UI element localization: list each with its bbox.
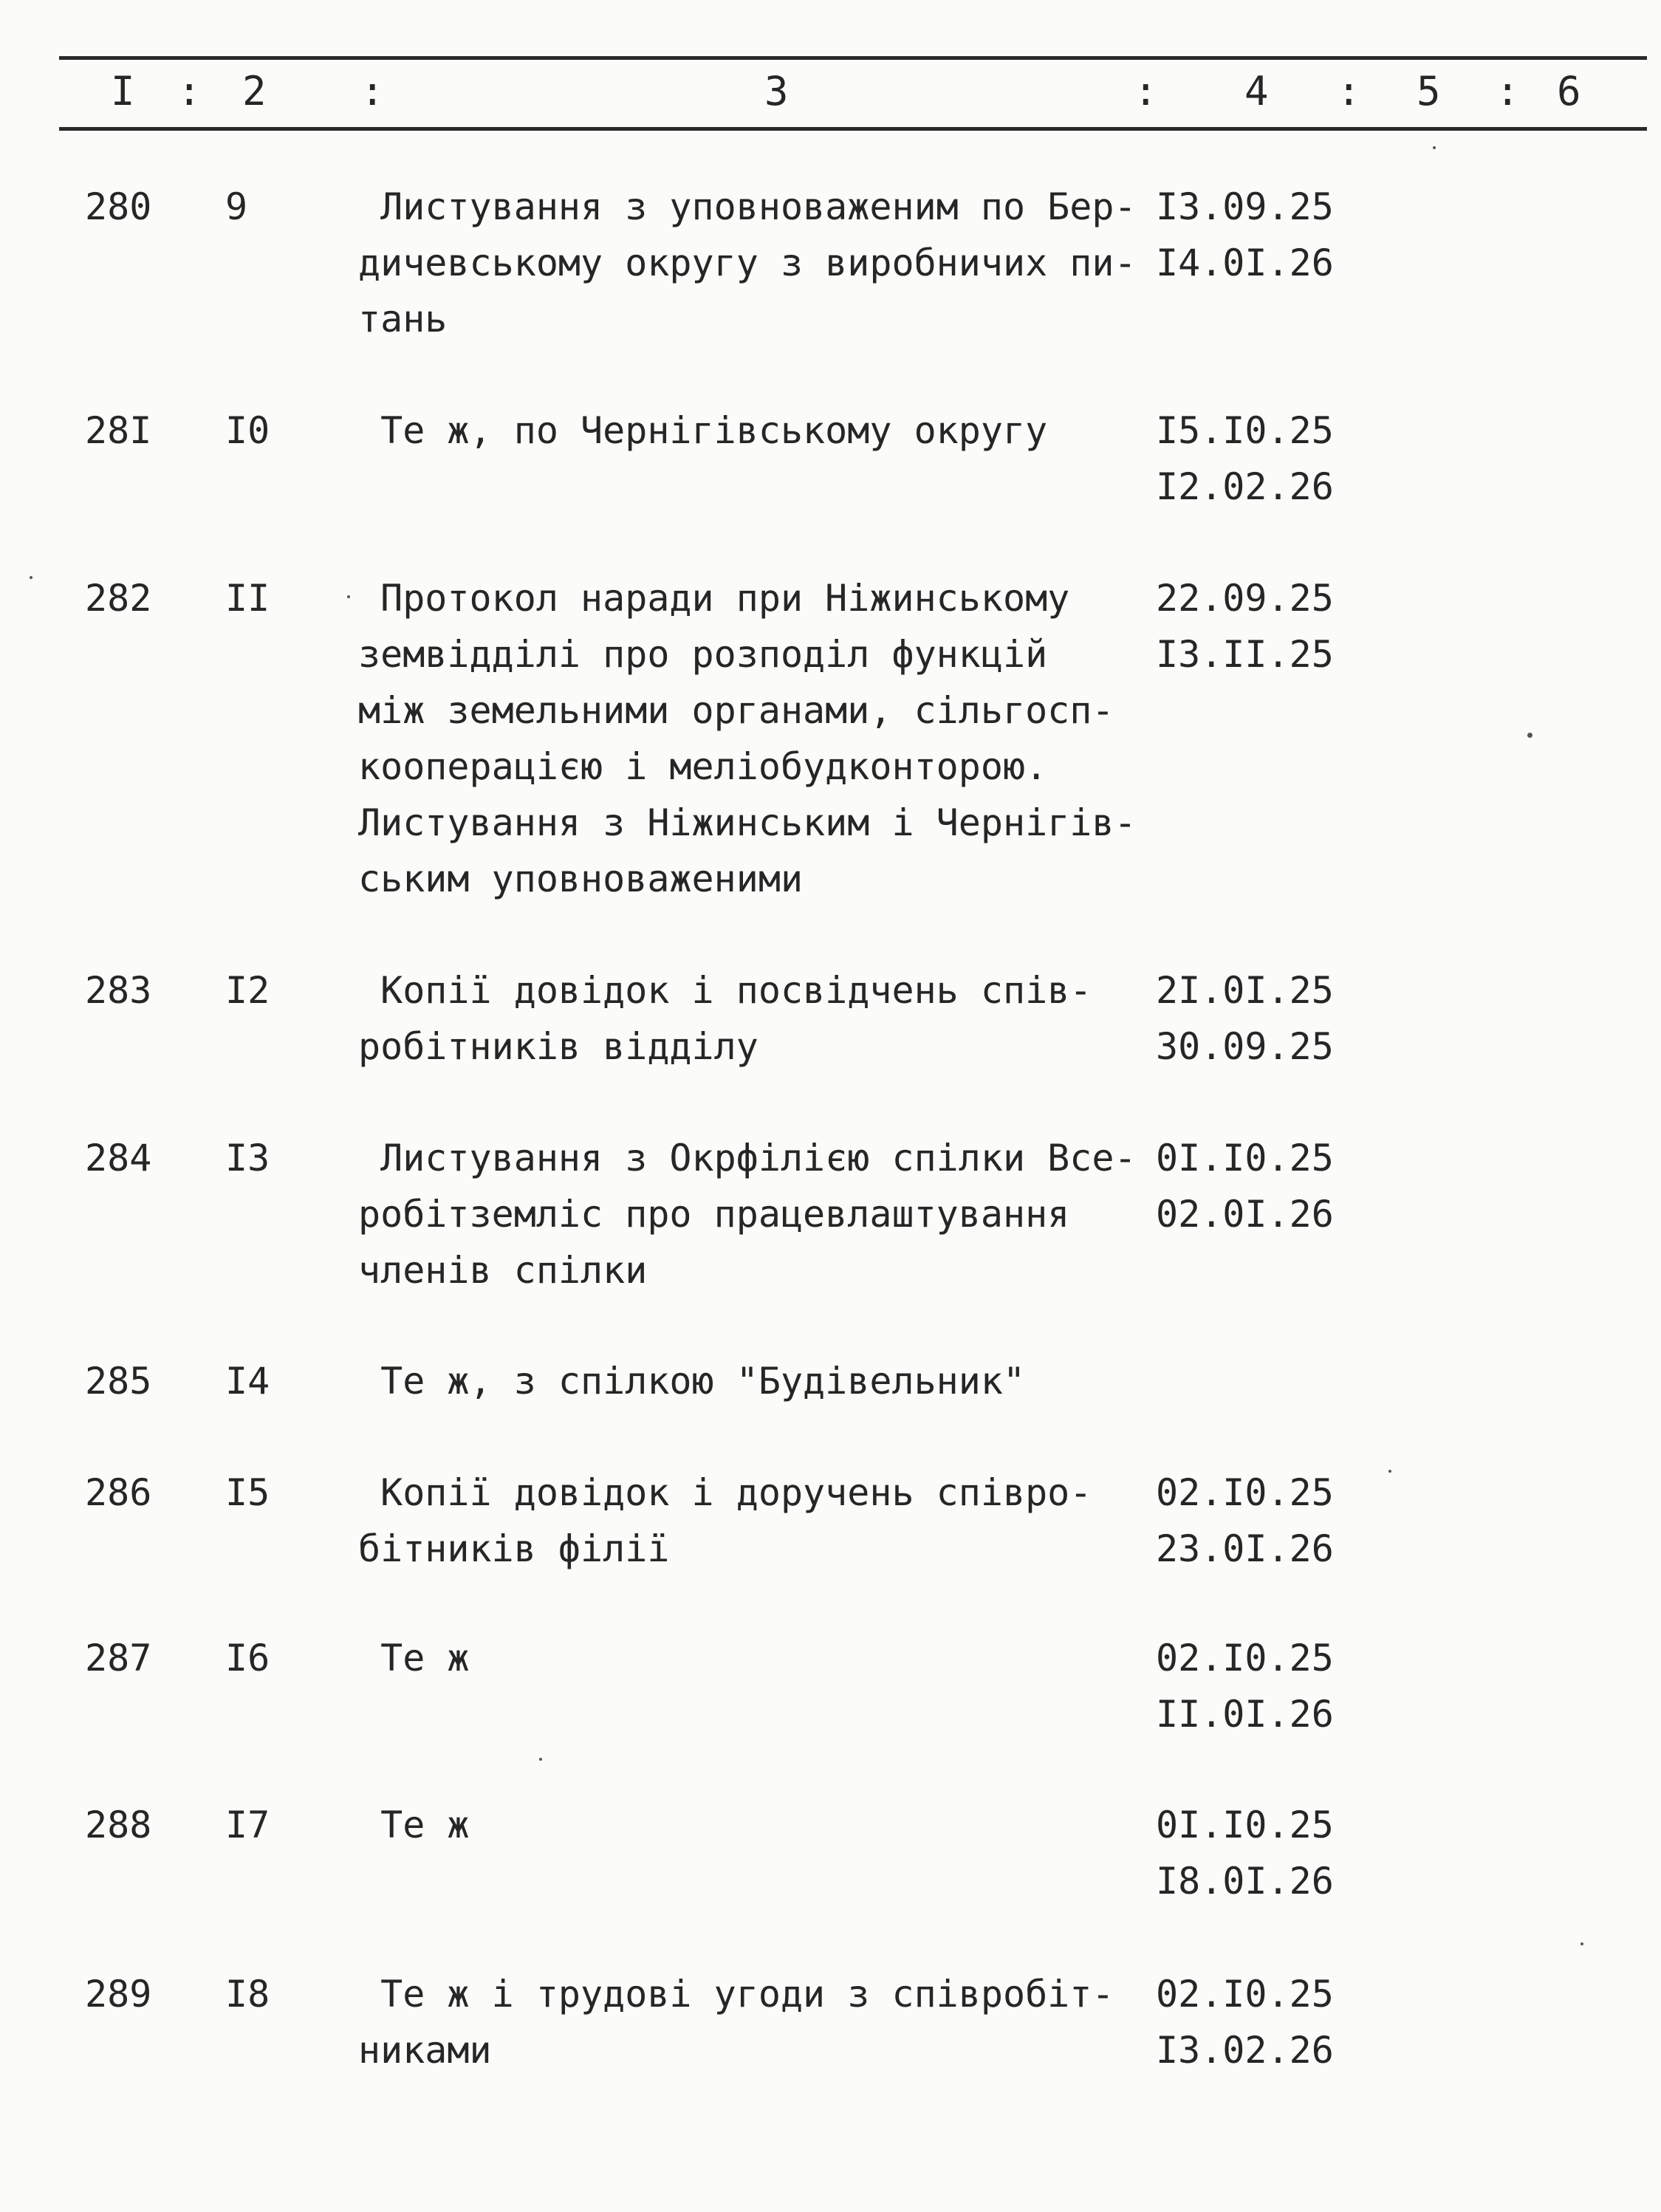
description (358, 1966, 1156, 2078)
description-line: тань (358, 298, 448, 340)
description-line: членів спілки (358, 1249, 648, 1292)
row-number: 283 (85, 969, 152, 1012)
description-line: кооперацією і меліобудконторою. (358, 745, 1048, 788)
item-number: I5 (225, 1471, 270, 1514)
dates (1156, 1465, 1334, 1577)
row-number: 285 (85, 1360, 152, 1403)
dates (1156, 570, 1334, 682)
item-number: I2 (225, 969, 270, 1012)
item-number: I4 (225, 1360, 270, 1403)
end-date: I3.II.25 (1156, 633, 1334, 676)
row-number: 280 (85, 185, 152, 228)
header-separator: : (1496, 68, 1520, 114)
header-col-2: 2 (242, 68, 267, 114)
header-col-6: 6 (1557, 68, 1581, 114)
dates (1156, 179, 1334, 291)
item-number: I3 (225, 1137, 270, 1179)
start-date: 0I.I0.25 (1156, 1804, 1334, 1846)
header-top-rule (59, 56, 1647, 60)
row-number: 282 (85, 577, 152, 620)
description (358, 1630, 1156, 1686)
start-date: 22.09.25 (1156, 577, 1334, 620)
start-date: 02.I0.25 (1156, 1471, 1334, 1514)
header-separator: : (1134, 68, 1158, 114)
description-line: Копії довідок і доручень співро- (358, 1471, 1092, 1514)
description-line: Те ж і трудові угоди з співробіт- (358, 1973, 1114, 2016)
dates (1156, 962, 1334, 1075)
description-line: робітземліс про працевлаштування (358, 1193, 1070, 1236)
description-line: Те ж, з спілкою "Будівельник" (358, 1360, 1026, 1403)
item-number: 9 (225, 185, 248, 228)
dates (1156, 1797, 1334, 1909)
description-line: Копії довідок і посвідчень спів- (358, 969, 1092, 1012)
description (358, 1797, 1156, 1853)
description (358, 1130, 1156, 1298)
item-number: I8 (225, 1973, 270, 2016)
header-separator: : (177, 68, 202, 114)
end-date: I4.0I.26 (1156, 242, 1334, 284)
description-line: робітників відділу (358, 1025, 758, 1068)
description-line: Протокол наради при Ніжинському (358, 577, 1070, 620)
end-date: I8.0I.26 (1156, 1860, 1334, 1903)
item-number: I6 (225, 1637, 270, 1679)
description-line: Те ж, по Чернігівському округу (358, 409, 1048, 452)
start-date: 0I.I0.25 (1156, 1137, 1334, 1179)
end-date: II.0I.26 (1156, 1693, 1334, 1736)
description-line: Листування з Ніжинським і Чернігів- (358, 801, 1137, 844)
dates (1156, 1630, 1334, 1742)
description-line: Листування з уповноваженим по Бер- (358, 185, 1137, 228)
end-date: I2.02.26 (1156, 465, 1334, 508)
dates (1156, 1966, 1334, 2078)
start-date: I3.09.25 (1156, 185, 1334, 228)
dates (1156, 1130, 1334, 1242)
header-col-1: I (111, 68, 135, 114)
row-number: 289 (85, 1973, 152, 2016)
description (358, 179, 1156, 347)
start-date: I5.I0.25 (1156, 409, 1334, 452)
end-date: 30.09.25 (1156, 1025, 1334, 1068)
end-date: 02.0I.26 (1156, 1193, 1334, 1236)
description (358, 962, 1156, 1075)
header-separator: : (360, 68, 385, 114)
description-line: бітників філії (358, 1527, 670, 1570)
description-line: никами (358, 2029, 492, 2072)
description-line: земвідділі про розподіл функцій (358, 633, 1048, 676)
row-number: 286 (85, 1471, 152, 1514)
description-line: Те ж (358, 1637, 470, 1679)
header-col-3: 3 (764, 68, 789, 114)
description-line: між земельними органами, сільгосп- (358, 689, 1114, 732)
row-number: 284 (85, 1137, 152, 1179)
end-date: I3.02.26 (1156, 2029, 1334, 2072)
row-number: 287 (85, 1637, 152, 1679)
header-col-4: 4 (1244, 68, 1269, 114)
end-date: 23.0I.26 (1156, 1527, 1334, 1570)
start-date: 02.I0.25 (1156, 1637, 1334, 1679)
item-number: II (225, 577, 270, 620)
description (358, 1465, 1156, 1577)
row-number: 288 (85, 1804, 152, 1846)
description (358, 1353, 1156, 1409)
header-col-5: 5 (1417, 68, 1441, 114)
description (358, 570, 1156, 907)
description (358, 403, 1156, 459)
header-separator: : (1337, 68, 1361, 114)
start-date: 02.I0.25 (1156, 1973, 1334, 2016)
row-number: 28I (85, 409, 152, 452)
description-line: дичевському округу з виробничих пи- (358, 242, 1137, 284)
item-number: I0 (225, 409, 270, 452)
header-bottom-rule (59, 127, 1647, 131)
item-number: I7 (225, 1804, 270, 1846)
start-date: 2I.0I.25 (1156, 969, 1334, 1012)
description-line: ським уповноваженими (358, 857, 804, 900)
description-line: Листування з Окрфілією спілки Все- (358, 1137, 1137, 1179)
dates (1156, 403, 1334, 515)
description-line: Те ж (358, 1804, 470, 1846)
